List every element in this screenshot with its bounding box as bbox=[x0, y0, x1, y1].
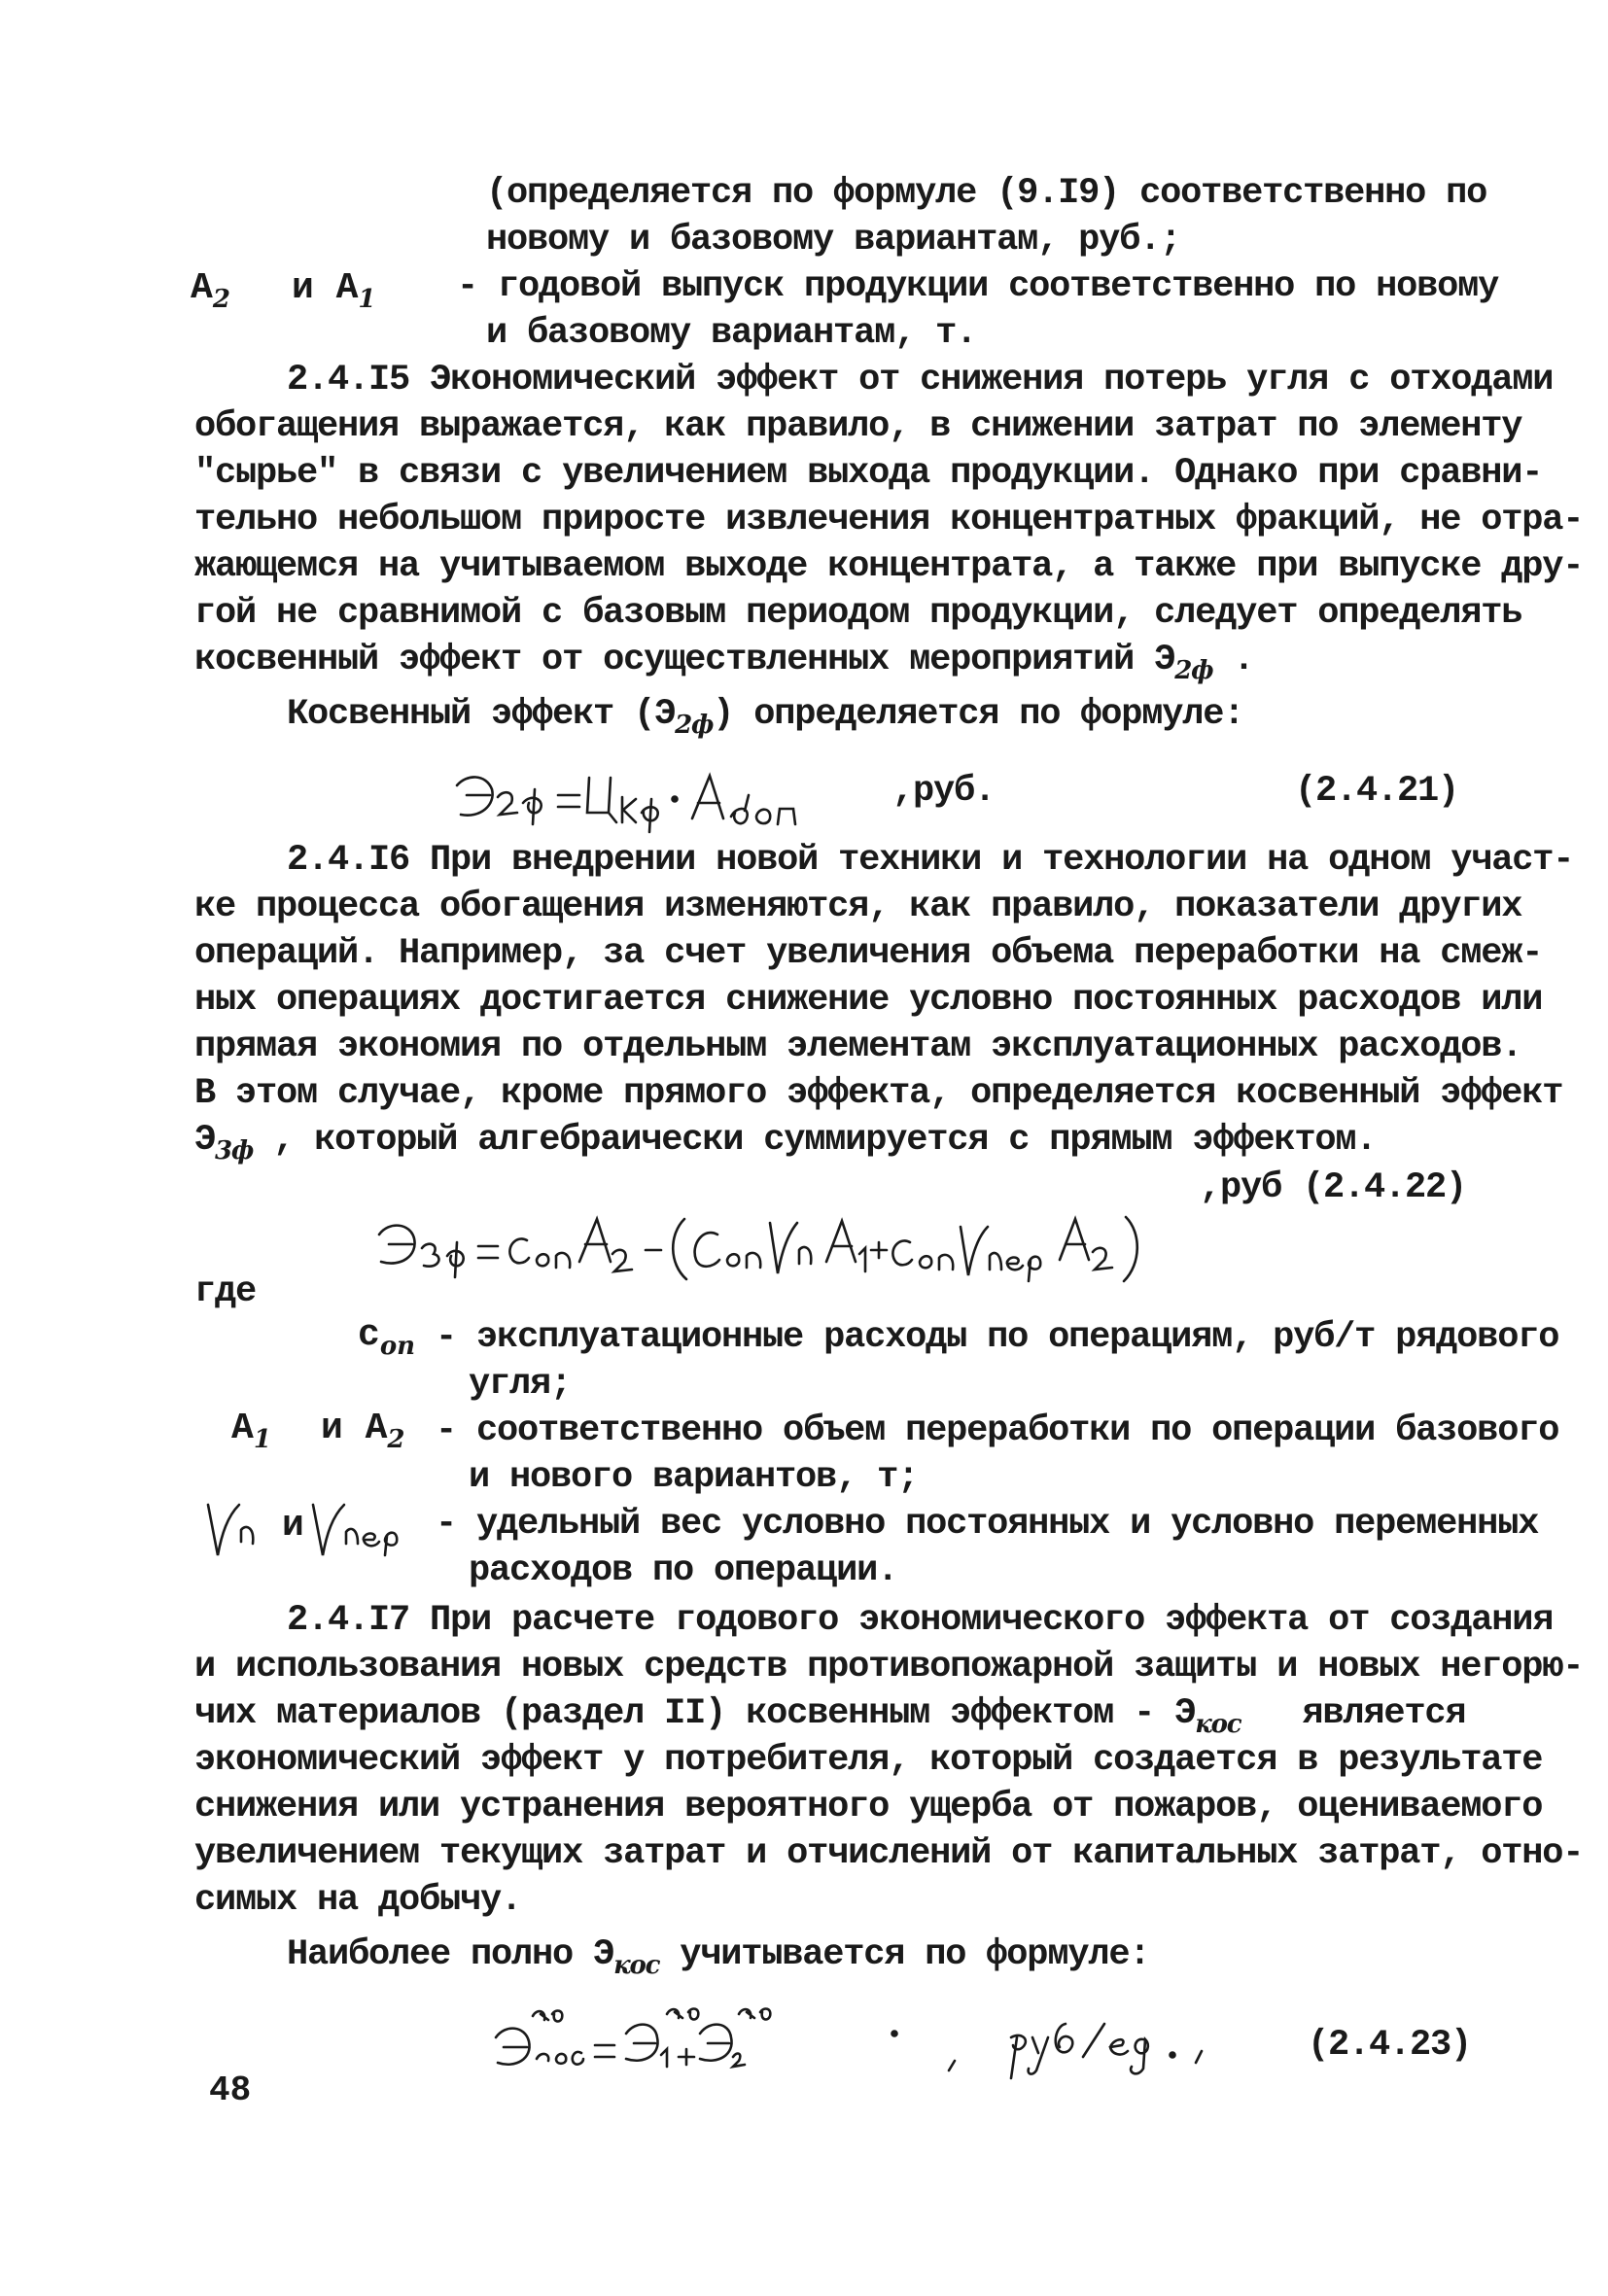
paragraph-line: косвенный эффект от осуществленных мероприятий $Э_{2ф}$ . bbox=[194, 640, 1254, 685]
paragraph-line: 2.4.I5 Экономический эффект от снижения потерь угля с отходами bbox=[287, 360, 1554, 400]
text-line: (определяется по формуле (9.I9) соответственно по bbox=[486, 173, 1487, 214]
paragraph-line: 2.4.I6 При внедрении новой техники и технологии на одном участ- bbox=[287, 840, 1574, 881]
formula-number: (2.4.21) bbox=[1295, 771, 1459, 812]
symbol-a2: $A_2$ bbox=[191, 267, 230, 314]
paragraph-line: операций. Например, за счет увеличения объема переработки на смеж- bbox=[194, 933, 1543, 974]
paragraph-line: гой не сравнимой с базовым периодом продукции, следует определять bbox=[194, 593, 1522, 634]
paragraph-line: экономический эффект у потребителя, который создается в результате bbox=[194, 1740, 1543, 1781]
where-label: где bbox=[194, 1271, 257, 1312]
paragraph-line: увеличением текущих затрат и отчислений от капитальных затрат, отно- bbox=[194, 1833, 1584, 1874]
paragraph-line: и использования новых средств противопожарной защиты и новых негорю- bbox=[194, 1647, 1584, 1687]
formula-unit: ,руб bbox=[1200, 1167, 1282, 1208]
text-line: новому и базовому вариантам, руб.; bbox=[486, 220, 1181, 261]
paragraph-line: ных операциях достигается снижение условно постоянных расходов или bbox=[194, 980, 1543, 1021]
symbol-and-a2: и $A_2$ bbox=[321, 1408, 405, 1454]
paragraph-line: 2.4.I7 При расчете годового экономического эффекта от создания bbox=[287, 1600, 1554, 1641]
formula-intro: Косвенный эффект $(Э_{2ф})$ определяется по формуле: bbox=[287, 694, 1244, 740]
formula-number: (2.4.22) bbox=[1303, 1167, 1467, 1208]
symbol-a1: и $A_1$ bbox=[292, 267, 376, 314]
definition-text: - удельный вес условно постоянных и условно переменных bbox=[436, 1504, 1539, 1545]
definition-text: и нового вариантов, т; bbox=[469, 1457, 919, 1498]
paragraph-line: обогащения выражается, как правило, в снижении затрат по элементу bbox=[194, 406, 1522, 447]
symbol-a1: $A_1$ bbox=[231, 1408, 271, 1454]
paragraph-line: чих материалов (раздел II) косвенным эффектом - $Э_{кос}$ является bbox=[194, 1693, 1466, 1739]
formula-intro: Наиболее полно $Э_{кос}$ учитывается по формуле: bbox=[287, 1934, 1150, 1980]
paragraph-line: ке процесса обогащения изменяются, как правило, показатели других bbox=[194, 887, 1522, 927]
definition-text: угля; bbox=[469, 1364, 572, 1405]
definition-text: расходов по операции. bbox=[469, 1550, 898, 1591]
paragraph-line: прямая экономия по отдельным элементам эксплуатационных расходов. bbox=[194, 1026, 1522, 1067]
page-number: 48 bbox=[209, 2070, 252, 2110]
paragraph-line: "сырье" в связи с увеличением выхода продукции. Однако при сравни- bbox=[194, 453, 1543, 494]
symbol-and: и bbox=[282, 1505, 304, 1547]
paragraph-line: $Э_{3ф}$ , который алгебраически суммируется с прямым эффектом. bbox=[194, 1120, 1377, 1165]
formula-number: (2.4.23) bbox=[1308, 2025, 1472, 2066]
definition-text: - эксплуатационные расходы по операциям, руб/т рядового bbox=[436, 1317, 1559, 1358]
definition-text: - годовой выпуск продукции соответственно по новому bbox=[457, 266, 1499, 307]
symbol-c-op: $c_{оп}$ bbox=[358, 1314, 416, 1361]
paragraph-line: симых на добычу. bbox=[194, 1880, 522, 1921]
paragraph-line: В этом случае, кроме прямого эффекта, определяется косвенный эффект bbox=[194, 1073, 1563, 1114]
formula-unit: ,руб. bbox=[892, 771, 996, 812]
definition-text: и базовому вариантам, т. bbox=[486, 313, 977, 354]
definition-text: - соответственно объем переработки по операции базового bbox=[436, 1410, 1559, 1451]
paragraph-line: тельно небольшом приросте извлечения концентратных фракций, не отра- bbox=[194, 500, 1584, 540]
paragraph-line: снижения или устранения вероятного ущерба от пожаров, оцениваемого bbox=[194, 1787, 1543, 1827]
paragraph-line: жающемся на учитываемом выходе концентрата, а также при выпуске дру- bbox=[194, 546, 1584, 587]
